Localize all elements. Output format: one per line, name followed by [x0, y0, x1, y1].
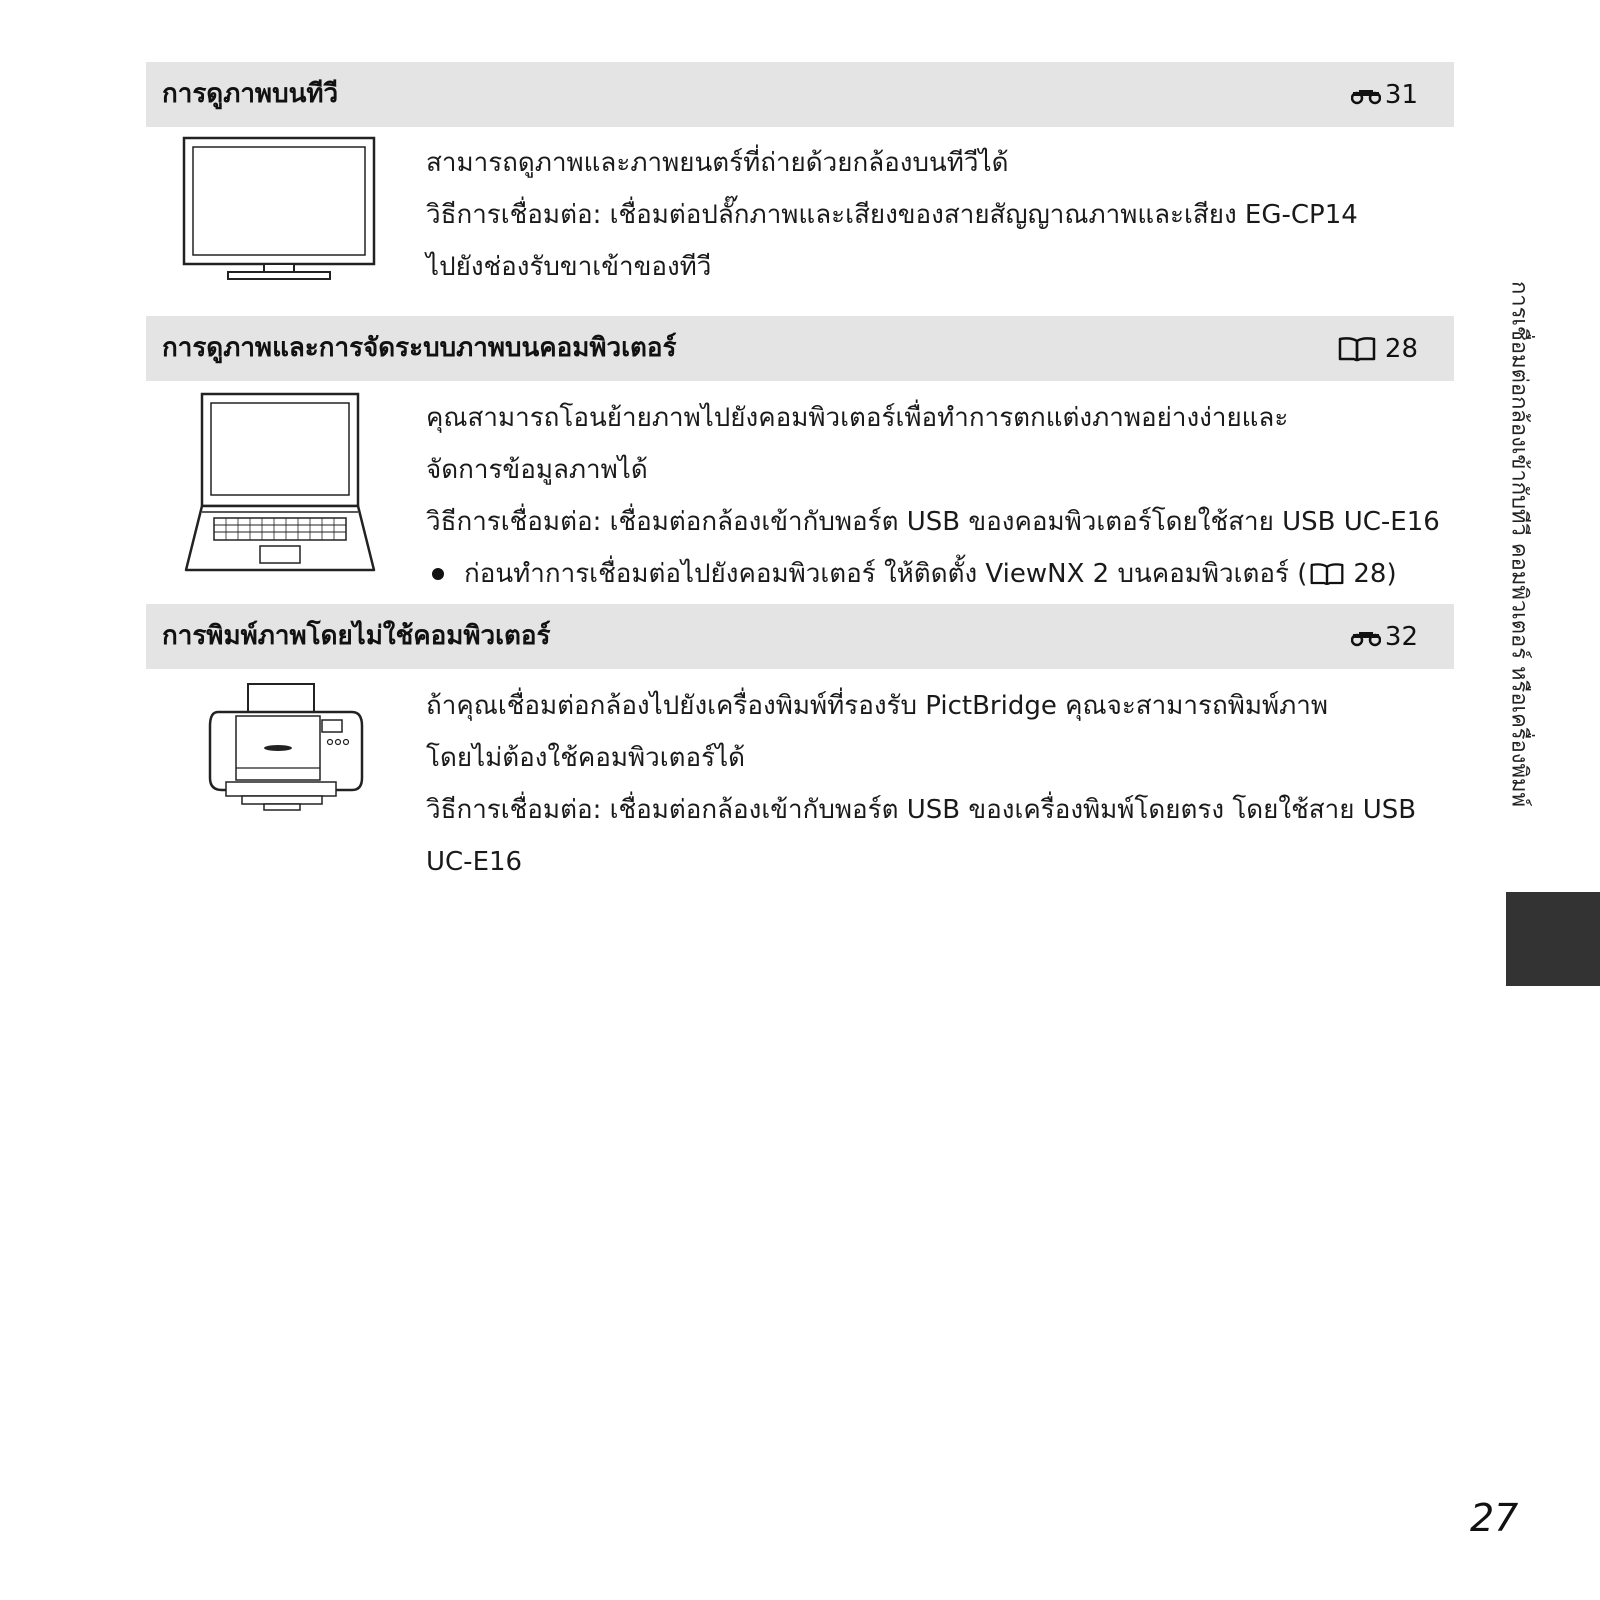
- bullet-text-end: ): [1386, 559, 1397, 589]
- laptop-illustration: [184, 392, 376, 574]
- section-header-computer: [146, 316, 1454, 381]
- reference-page: 31: [1384, 79, 1418, 110]
- body-line: คุณสามารถโอนย้ายภาพไปยังคอมพิวเตอร์เพื่อทำการตกแต่งภาพอย่างง่ายและ: [426, 403, 1289, 433]
- book-icon[interactable]: [1309, 561, 1345, 587]
- section-title: การพิมพ์ภาพโดยไม่ใช้คอมพิวเตอร์: [162, 621, 551, 651]
- side-tab-label: การเชื่อมต่อกล้องเข้ากับทีวี คอมพิวเตอร์ หรือเครื่องพิมพ์: [1506, 280, 1532, 808]
- printer-illustration: [206, 682, 366, 814]
- book-icon: [1337, 335, 1377, 363]
- section-title: การดูภาพและการจัดระบบภาพบนคอมพิวเตอร์: [162, 333, 677, 363]
- body-line: วิธีการเชื่อมต่อ: เชื่อมต่อกล้องเข้ากับพอร์ต USB ของคอมพิวเตอร์โดยใช้สาย USB UC-E16: [426, 507, 1440, 537]
- side-tab: [1500, 214, 1540, 874]
- reference-link[interactable]: [1337, 316, 1418, 381]
- bullet-icon: [432, 568, 444, 580]
- reference-mark-icon: [1351, 85, 1381, 105]
- section-body-printer: [426, 680, 1416, 888]
- body-line: สามารถดูภาพและภาพยนตร์ที่ถ่ายด้วยกล้องบนทีวีได้: [426, 148, 1009, 178]
- section-body-tv: [426, 137, 1358, 293]
- page-number: 27: [1470, 1496, 1519, 1540]
- body-line: โดยไม่ต้องใช้คอมพิวเตอร์ได้: [426, 743, 746, 773]
- reference-mark-icon: [1351, 627, 1381, 647]
- body-line: จัดการข้อมูลภาพได้: [426, 455, 648, 485]
- body-line: ถ้าคุณเชื่อมต่อกล้องไปยังเครื่องพิมพ์ที่รองรับ PictBridge คุณจะสามารถพิมพ์ภาพ: [426, 691, 1329, 721]
- body-line: วิธีการเชื่อมต่อ: เชื่อมต่อกล้องเข้ากับพอร์ต USB ของเครื่องพิมพ์โดยตรง โดยใช้สาย USB: [426, 795, 1417, 825]
- bullet-ref-page: 28: [1353, 559, 1387, 589]
- section-body-computer: [426, 392, 1440, 600]
- side-tab-marker: [1506, 892, 1600, 986]
- reference-page: 32: [1384, 621, 1418, 652]
- bullet-item: [426, 548, 1440, 600]
- section-header-tv: [146, 62, 1454, 127]
- body-line: ไปยังช่องรับขาเข้าของทีวี: [426, 252, 712, 282]
- reference-link[interactable]: [1351, 62, 1418, 127]
- section-title: การดูภาพบนทีวี: [162, 79, 339, 109]
- reference-link[interactable]: [1351, 604, 1418, 669]
- body-line: UC-E16: [426, 847, 523, 877]
- reference-page: 28: [1384, 333, 1418, 364]
- bullet-text: ก่อนทำการเชื่อมต่อไปยังคอมพิวเตอร์ ให้ติดตั้ง ViewNX 2 บนคอมพิวเตอร์ (: [464, 559, 1308, 589]
- body-line: วิธีการเชื่อมต่อ: เชื่อมต่อปลั๊กภาพและเสียงของสายสัญญาณภาพและเสียง EG-CP14: [426, 200, 1358, 230]
- tv-illustration: [182, 136, 378, 282]
- section-header-printer: [146, 604, 1454, 669]
